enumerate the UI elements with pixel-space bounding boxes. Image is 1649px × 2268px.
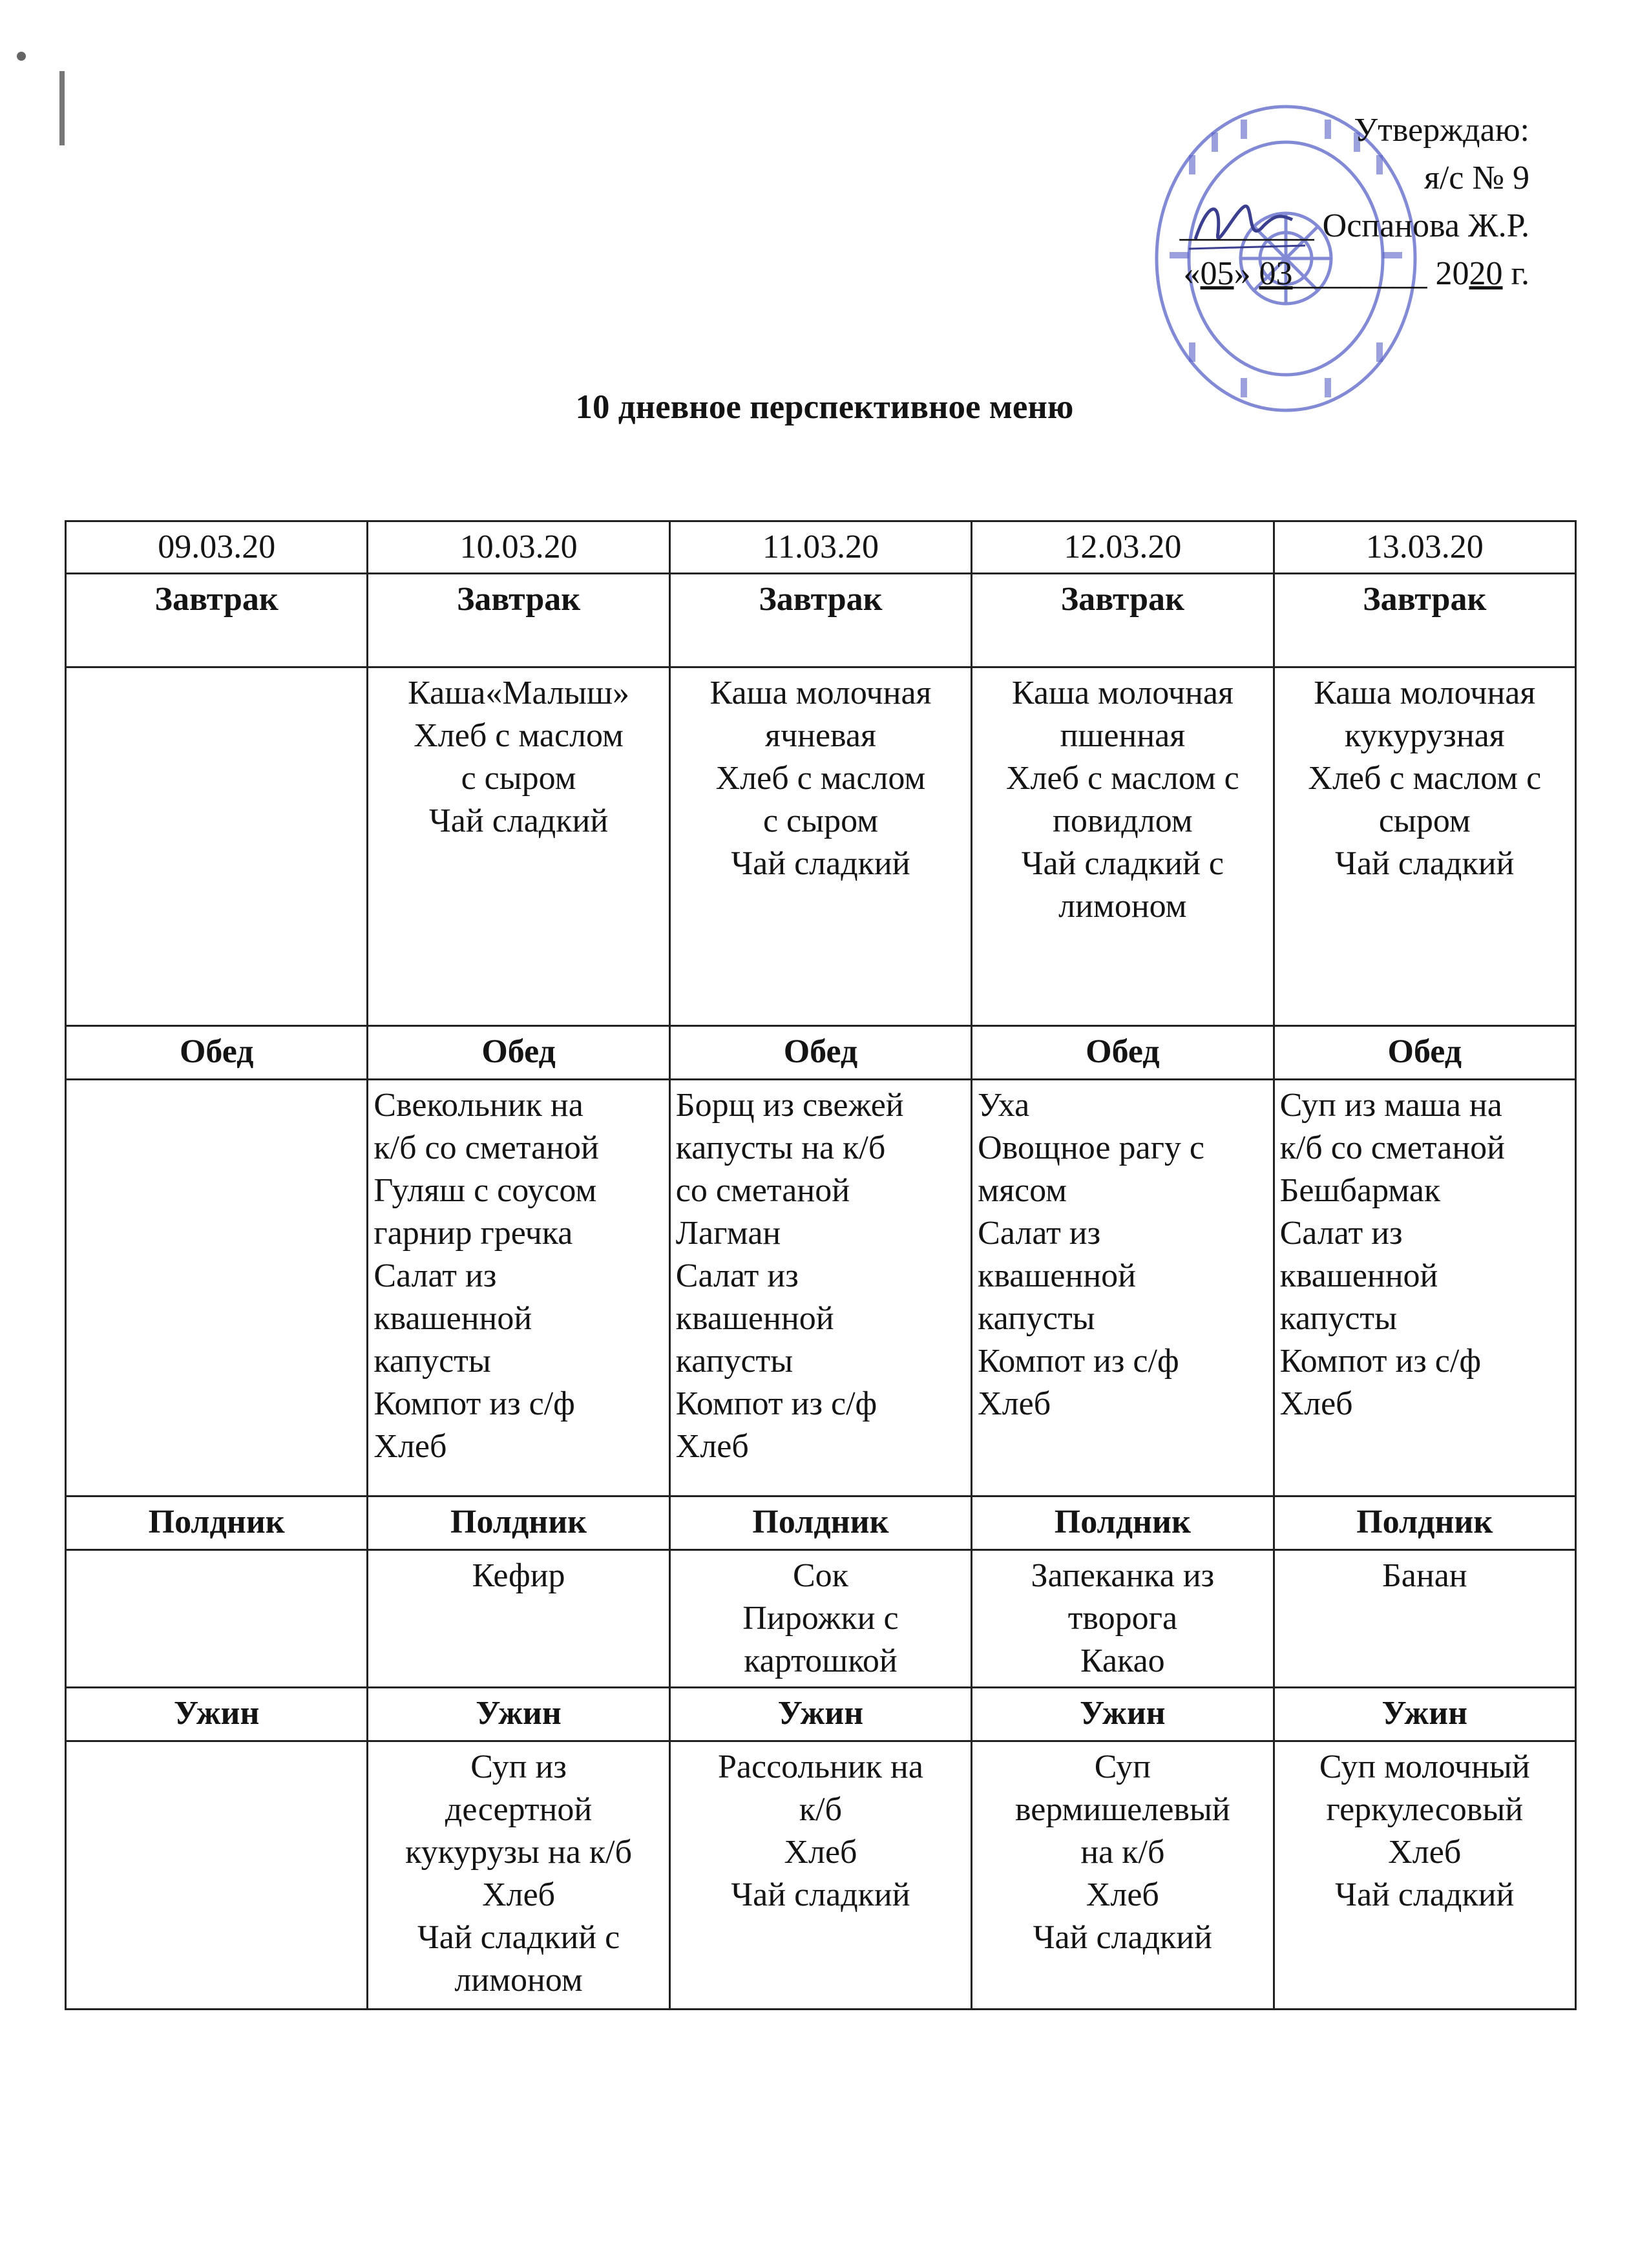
meal-header-row (66, 1688, 1576, 1741)
meal-name-cell: Полдник (66, 1496, 368, 1550)
approval-year-prefix: 20 (1435, 255, 1469, 292)
approval-heading: Утверждаю: (1354, 112, 1529, 149)
dishes-cell (66, 1550, 368, 1688)
dishes-cell: Сок Пирожки с картошкой (669, 1550, 971, 1688)
approval-date: «05» 03________ 2020 г. (1183, 255, 1529, 292)
meal-name-cell: Обед (66, 1026, 368, 1080)
dishes-cell: Каша молочная пшенная Хлеб с маслом с повидлом Чай сладкий с лимоном (972, 667, 1274, 1026)
meal-name-cell: Ужин (1274, 1688, 1575, 1741)
document-title: 10 дневное перспективное меню (575, 388, 1074, 426)
meal-header-row (66, 1496, 1576, 1550)
meal-name-cell: Обед (368, 1026, 669, 1080)
dishes-cell: Суп вермишелевый на к/б Хлеб Чай сладкий (972, 1741, 1274, 2010)
date-cell: 13.03.20 (1274, 521, 1575, 574)
dishes-cell: Борщ из свежей капусты на к/б со сметаной Лагман Салат из квашенной капусты Компот из с/ф Хлеб (669, 1080, 971, 1496)
dishes-row (66, 1550, 1576, 1688)
approval-year-suffix: 20 (1469, 255, 1503, 292)
dishes-cell: Суп молочный геркулесовый Хлеб Чай сладкий (1274, 1741, 1575, 2010)
approval-block (1180, 107, 1529, 298)
dishes-row (66, 1741, 1576, 2010)
date-cell: 09.03.20 (66, 521, 368, 574)
meal-name-cell: Завтрак (669, 574, 971, 667)
approval-signer-name: Оспанова Ж.Р. (1322, 207, 1529, 244)
meal-name-cell: Завтрак (1274, 574, 1575, 667)
meal-name-cell: Полдник (669, 1496, 971, 1550)
meal-header-row (66, 1026, 1576, 1080)
approval-month: 03 (1259, 255, 1293, 292)
date-cell: 11.03.20 (669, 521, 971, 574)
date-cell: 10.03.20 (368, 521, 669, 574)
dishes-cell (66, 1741, 368, 2010)
meal-name-cell: Обед (669, 1026, 971, 1080)
approval-signer: ________ Оспанова Ж.Р. (1179, 207, 1529, 244)
dishes-row (66, 1080, 1576, 1496)
dishes-cell: Запеканка из творога Какао (972, 1550, 1274, 1688)
approval-year-end: г. (1511, 255, 1529, 292)
date-cell: 12.03.20 (972, 521, 1274, 574)
dishes-cell (66, 667, 368, 1026)
meal-name-cell: Ужин (368, 1688, 669, 1741)
dishes-cell: Рассольник на к/б Хлеб Чай сладкий (669, 1741, 971, 2010)
meal-name-cell: Ужин (972, 1688, 1274, 1741)
dishes-cell: Суп из маша на к/б со сметаной Бешбармак Салат из квашенной капусты Компот из с/ф Хлеб (1274, 1080, 1575, 1496)
dishes-cell: Банан (1274, 1550, 1575, 1688)
dishes-cell: Кефир (368, 1550, 669, 1688)
dishes-row (66, 667, 1576, 1026)
meal-name-cell: Обед (1274, 1026, 1575, 1080)
approval-org: я/с № 9 (1423, 160, 1529, 196)
dishes-cell (66, 1080, 368, 1496)
meal-name-cell: Полдник (368, 1496, 669, 1550)
meal-header-row (66, 574, 1576, 667)
meal-name-cell: Ужин (66, 1688, 368, 1741)
dishes-cell: Каша«Малыш» Хлеб с маслом с сыром Чай сладкий (368, 667, 669, 1026)
meal-name-cell: Ужин (669, 1688, 971, 1741)
meal-name-cell: Полдник (1274, 1496, 1575, 1550)
meal-name-cell: Завтрак (972, 574, 1274, 667)
meal-name-cell: Полдник (972, 1496, 1274, 1550)
dishes-cell: Уха Овощное рагу с мясом Салат из квашенной капусты Компот из с/ф Хлеб (972, 1080, 1274, 1496)
scan-mark (59, 71, 65, 145)
dishes-cell: Суп из десертной кукурузы на к/б Хлеб Чай сладкий с лимоном (368, 1741, 669, 2010)
meal-name-cell: Завтрак (368, 574, 669, 667)
dishes-cell: Свекольник на к/б со сметаной Гуляш с соусом гарнир гречка Салат из квашенной капусты Компот из с/ф Хлеб (368, 1080, 669, 1496)
menu-table (65, 520, 1577, 2010)
approval-day: 05 (1200, 255, 1234, 292)
scan-dot (17, 52, 26, 61)
meal-name-cell: Завтрак (66, 574, 368, 667)
date-row (66, 521, 1576, 574)
meal-name-cell: Обед (972, 1026, 1274, 1080)
dishes-cell: Каша молочная кукурузная Хлеб с маслом с сыром Чай сладкий (1274, 667, 1575, 1026)
dishes-cell: Каша молочная ячневая Хлеб с маслом с сыром Чай сладкий (669, 667, 971, 1026)
